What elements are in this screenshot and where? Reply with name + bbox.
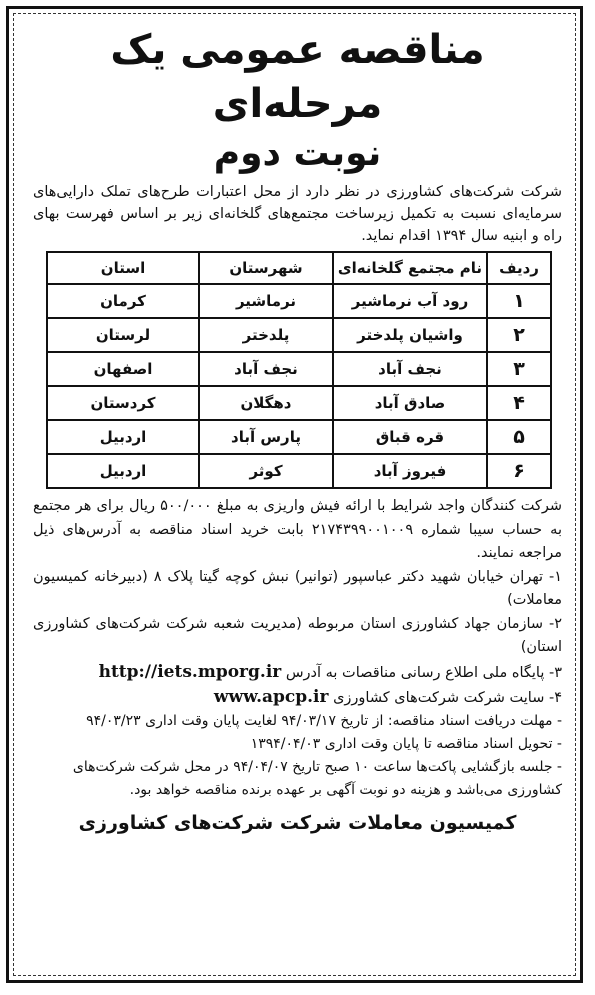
apcp-url-link[interactable]: www.apcp.ir [213, 686, 329, 707]
cell-province: اصفهان [47, 352, 199, 386]
address-item-3-label: ۳- پایگاه ملی اطلاع رسانی مناقصات به آدرس [285, 664, 562, 681]
address-item-4 [33, 685, 562, 710]
header-province: استان [47, 252, 199, 284]
cell-row-number: ۲ [487, 318, 551, 352]
notice-signature: کمیسیون معاملات شرکت شرکت‌های کشاورزی [78, 811, 517, 834]
intro-paragraph: شرکت شرکت‌های کشاورزی در نظر دارد از محل اعتبارات طرح‌های تملک دارایی‌های سرمایه‌ای نسبت به تکمیل زیرساخت مجتمع‌های گلخانه‌ای زیر بر اساس فهرست بهای راه و ابنیه سال ۱۳۹۴ اقدام نماید. [33, 184, 562, 244]
header-complex-name: نام مجتمع گلخانه‌ای [333, 252, 487, 284]
header-county: شهرستان [199, 252, 333, 284]
header-row-number: ردیف [487, 252, 551, 284]
table-row [47, 454, 551, 488]
table-row [47, 420, 551, 454]
address-item-2: ۲- سازمان جهاد کشاورزی استان مربوطه (مدیریت شعبه شرکت شرکت‌های کشاورزی استان) [33, 615, 562, 655]
address-item-1: ۱- تهران خیابان شهید دکتر عباسپور (توانیر) نبش کوچه گیتا پلاک ۸ (دبیرخانه کمیسیون معاملات) [33, 568, 562, 608]
deadline-note: - مهلت دریافت اسناد مناقصه: از تاریخ ۹۴/۰۳/۱۷ لغایت پایان وقت اداری ۹۴/۰۳/۲۳ [86, 712, 562, 729]
opening-note: - جلسه بازگشایی پاکت‌ها ساعت ۱۰ صبح تاریخ ۹۴/۰۴/۰۷ در محل شرکت شرکت‌های کشاورزی می‌باشد و هزینه دو نوبت آگهی بر عهده برنده مناقصه خواهد بود. [72, 758, 562, 798]
notice-title: مناقصه عمومی یک مرحله‌ای [110, 27, 485, 127]
cell-complex-name: رود آب نرماشیر [333, 284, 487, 318]
cell-row-number: ۱ [487, 284, 551, 318]
cell-row-number: ۵ [487, 420, 551, 454]
cell-province: کرمان [47, 284, 199, 318]
table-row [47, 284, 551, 318]
cell-row-number: ۴ [487, 386, 551, 420]
cell-county: پلدختر [199, 318, 333, 352]
notice-content [27, 23, 568, 834]
notice-subtitle: نوبت دوم [213, 133, 382, 174]
payment-paragraph: شرکت کنندگان واجد شرایط با ارائه فیش واریزی به مبلغ ۵۰۰/۰۰۰ ریال برای هر مجتمع به حساب سیبا شماره ۲۱۷۴۳۹۹۰۰۱۰۰۹ بابت خرید اسناد مناقصه به آدرس‌های ذیل مراجعه نمایند. [33, 498, 562, 561]
address-item-4-label: ۴- سایت شرکت شرکت‌های کشاورزی [333, 689, 562, 706]
cell-complex-name: فیروز آباد [333, 454, 487, 488]
cell-complex-name: قره قباق [333, 420, 487, 454]
cell-row-number: ۶ [487, 454, 551, 488]
cell-row-number: ۳ [487, 352, 551, 386]
cell-province: اردبیل [47, 420, 199, 454]
table-row [47, 352, 551, 386]
cell-province: لرستان [47, 318, 199, 352]
table-header-row [47, 252, 551, 284]
cell-province: اردبیل [47, 454, 199, 488]
complex-table [46, 251, 552, 489]
cell-county: پارس آباد [199, 420, 333, 454]
cell-county: نرماشیر [199, 284, 333, 318]
table-row [47, 318, 551, 352]
table-row [47, 386, 551, 420]
notice-frame [6, 6, 583, 983]
cell-county: دهگلان [199, 386, 333, 420]
cell-county: کوثر [199, 454, 333, 488]
cell-complex-name: صادق آباد [333, 386, 487, 420]
cell-county: نجف آباد [199, 352, 333, 386]
iets-url-link[interactable]: http://iets.mporg.ir [98, 661, 282, 682]
cell-province: کردستان [47, 386, 199, 420]
cell-complex-name: نجف آباد [333, 352, 487, 386]
submission-note: - تحویل اسناد مناقصه تا پایان وقت اداری ۱۳۹۴/۰۴/۰۳ [250, 735, 562, 752]
cell-complex-name: واشیان پلدختر [333, 318, 487, 352]
address-item-3 [33, 660, 562, 685]
